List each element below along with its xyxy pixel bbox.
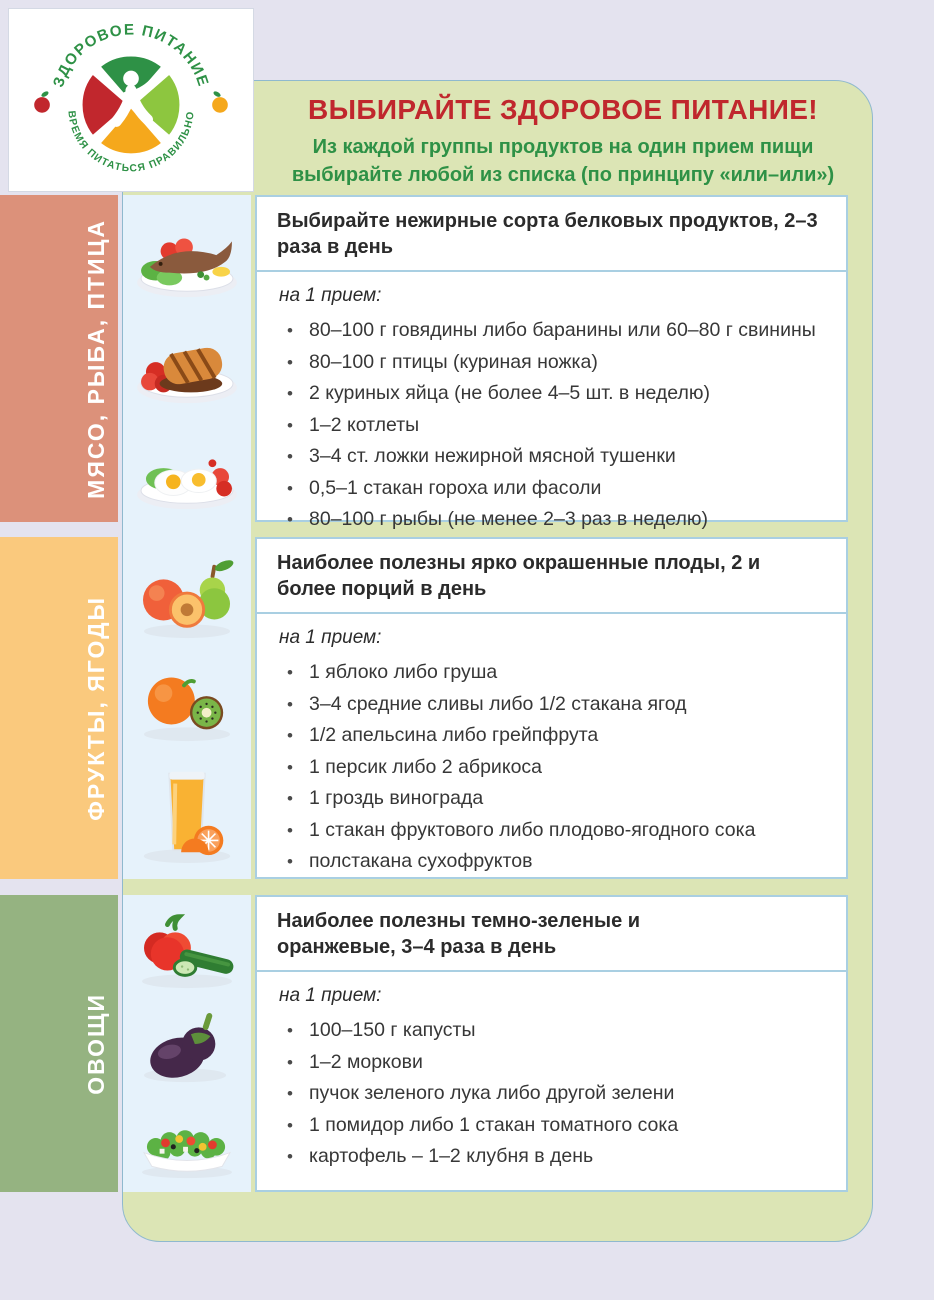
list-item: • 80–100 г рыбы (не менее 2–3 раз в неделю) [279, 504, 824, 536]
list-item: • 1 помидор либо 1 стакан томатного сока [279, 1110, 824, 1142]
fried-eggs-plate-icon [130, 430, 244, 516]
meat-text-card [255, 195, 848, 530]
fish-plate-icon [130, 216, 244, 302]
list-item: • 1 гроздь винограда [279, 783, 824, 815]
orange-icon [212, 90, 228, 112]
list-item: • 80–100 г говядины либо баранины или 60–80 г свинины [279, 315, 824, 347]
fruits-text-card [255, 537, 848, 879]
section-fruits-berries [0, 537, 934, 879]
vegetables-text-card [255, 895, 848, 1192]
poster-subtitle-line2: выбирайте любой из списка (по принципу «или–или») [291, 164, 835, 186]
vegetables-card-heading-box [257, 897, 846, 972]
bell-pepper-and-cucumber-icon [130, 905, 244, 991]
orange-and-kiwi-icon [130, 656, 244, 744]
list-item: • 3–4 ст. ложки нежирной мясной тушенки [279, 441, 824, 473]
list-item: • пучок зеленого лука либо другой зелени [279, 1078, 824, 1110]
logo-card [8, 8, 254, 192]
section-vegetables [0, 895, 934, 1192]
list-item: • 1–2 моркови [279, 1047, 824, 1079]
section-label-band-meat [0, 195, 118, 522]
meat-illustrations-column [123, 195, 251, 537]
list-item: • 1 яблоко либо груша [279, 657, 824, 689]
section-label-fruits: ФРУКТЫ, ЯГОДЫ [83, 595, 109, 821]
vegetables-items-list [279, 1015, 824, 1173]
section-label-band-fruits [0, 537, 118, 879]
list-item: • 1 стакан фруктового либо плодово-ягодного сока [279, 815, 824, 847]
vegetables-card-body [257, 972, 846, 1173]
list-item: • 1/2 апельсина либо грейпфрута [279, 720, 824, 752]
section-heading: Наиболее полезны ярко окрашенные плоды, 2 и более порций в день [277, 552, 761, 600]
meat-items-list [279, 315, 824, 536]
healthy-eating-logo-icon [21, 12, 241, 188]
list-item: • 2 куриных яйца (не более 4–5 шт. в неделю) [279, 378, 824, 410]
section-heading: Наиболее полезны темно-зеленые и оранжевые, 3–4 раза в день [277, 910, 641, 958]
meat-card-heading-box [257, 197, 846, 272]
section-label-band-vegetables [0, 895, 118, 1192]
portion-label: на 1 прием: [279, 985, 382, 1006]
list-item: • 0,5–1 стакан гороха или фасоли [279, 473, 824, 505]
poster-title: ВЫБИРАЙТЕ ЗДОРОВОЕ ПИТАНИЕ! [307, 94, 819, 125]
logo-arc-text-bottom: ВРЕМЯ ПИТАТЬСЯ ПРАВИЛЬНО [65, 110, 197, 175]
list-item: • 1 персик либо 2 абрикоса [279, 752, 824, 784]
peach-and-pear-icon [130, 553, 244, 641]
poster-header [257, 94, 869, 189]
fruit-illustrations-column [123, 537, 251, 879]
portion-label: на 1 прием: [279, 285, 382, 306]
section-heading: Выбирайте нежирные сорта белковых продуктов, 2–3 раза в день [277, 210, 818, 258]
grilled-meat-plate-icon [130, 323, 244, 409]
portion-label: на 1 прием: [279, 627, 382, 648]
fruits-card-body [257, 614, 846, 878]
list-item: • 3–4 средние сливы либо 1/2 стакана ягод [279, 689, 824, 721]
eggplant-icon [130, 1001, 244, 1087]
list-item: • полстакана сухофруктов [279, 846, 824, 878]
vegetable-illustrations-column [123, 895, 251, 1192]
poster-subtitle-line1: Из каждой группы продуктов на один прием пищи [312, 136, 814, 158]
list-item: • 100–150 г капусты [279, 1015, 824, 1047]
section-label-vegetables: ОВОЩИ [83, 992, 109, 1095]
list-item: • 80–100 г птицы (куриная ножка) [279, 347, 824, 379]
logo-arc-text-top: ЗДОРОВОЕ ПИТАНИЕ [50, 21, 212, 90]
apple-icon [34, 90, 50, 112]
meat-card-body [257, 272, 846, 536]
section-meat-fish-poultry [0, 195, 934, 530]
salad-bowl-icon [130, 1096, 244, 1182]
orange-juice-glass-icon [130, 760, 244, 864]
list-item: • картофель – 1–2 клубня в день [279, 1141, 824, 1173]
fruits-card-heading-box [257, 539, 846, 614]
list-item: • 1–2 котлеты [279, 410, 824, 442]
section-label-meat: МЯСО, РЫБА, ПТИЦА [83, 218, 109, 499]
fruits-items-list [279, 657, 824, 878]
